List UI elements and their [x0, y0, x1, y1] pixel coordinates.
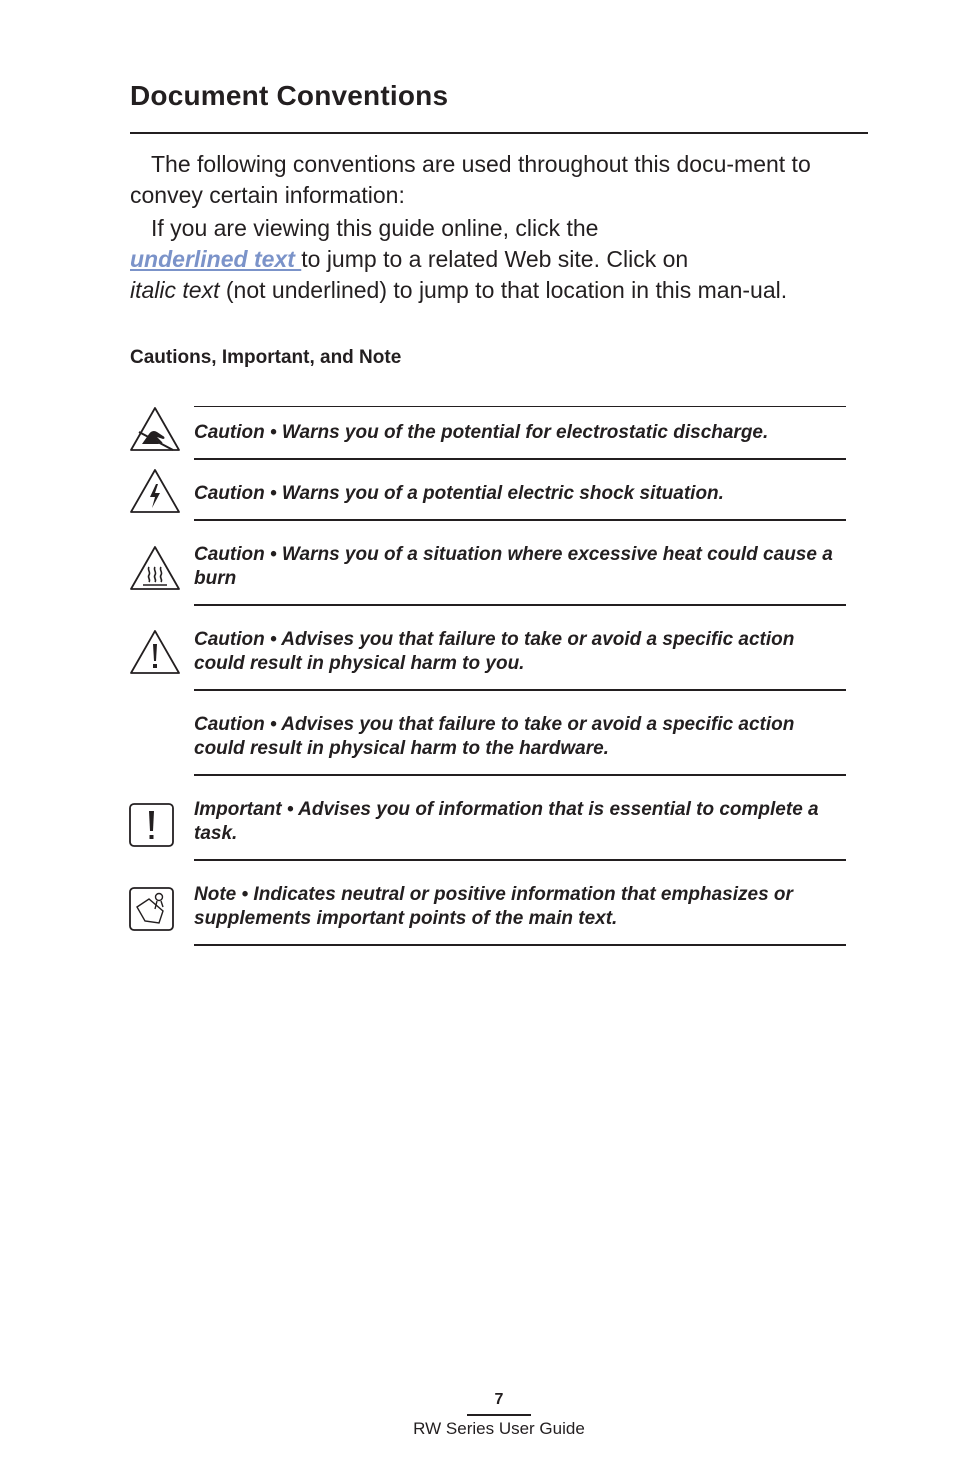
convention-text-hardware: Caution • Advises you that failure to take or avoid a specific action could result in physical harm to the hardware.: [194, 714, 795, 759]
footer-rule: [467, 1414, 531, 1416]
online-middle: to jump to a related Web site. Click on: [301, 246, 689, 272]
note-hand-icon: [129, 887, 175, 933]
title-rule: [130, 132, 868, 134]
section-heading: Cautions, Important, and Note: [130, 347, 402, 368]
important-exclamation-icon: [129, 803, 175, 849]
convention-rule: [194, 519, 846, 521]
convention-text-physical-harm: Caution • Advises you that failure to take or avoid a specific action could result in physical harm to you.: [194, 629, 795, 674]
electric-shock-icon: [129, 468, 181, 514]
convention-text-important: Important • Advises you of information that is essential to complete a task.: [194, 799, 819, 844]
convention-text-esd: Caution • Warns you of the potential for electrostatic discharge.: [194, 422, 769, 443]
convention-text-note: Note • Indicates neutral or positive information that emphasizes or supplements important points of the main text.: [194, 884, 793, 929]
underlined-text-link[interactable]: underlined text: [130, 246, 302, 272]
online-suffix: (not underlined) to jump to that location in this man-ual.: [225, 277, 788, 303]
page-title: Document Conventions: [130, 80, 449, 111]
online-paragraph: [130, 213, 870, 306]
convention-rule: [194, 944, 846, 946]
convention-rule: [194, 689, 846, 691]
convention-rule: [194, 458, 846, 460]
footer-guide-title: RW Series User Guide: [413, 1419, 585, 1438]
warning-exclamation-icon: [129, 629, 181, 675]
esd-hand-icon: [129, 406, 181, 452]
italic-text-example: italic text: [130, 277, 220, 303]
convention-rule: [194, 774, 846, 776]
convention-text-shock: Caution • Warns you of a potential electric shock situation.: [194, 483, 724, 504]
intro-paragraph: [130, 149, 870, 211]
convention-rule: [194, 604, 846, 606]
online-prefix: If you are viewing this guide online, click the: [151, 215, 599, 241]
convention-rule: [194, 859, 846, 861]
intro-text: The following conventions are used throughout this docu-ment to convey certain information:: [130, 151, 811, 208]
hot-surface-icon: [129, 545, 181, 591]
page-number: 7: [494, 1391, 504, 1408]
table-top-rule: [194, 406, 846, 407]
convention-text-heat: Caution • Warns you of a situation where excessive heat could cause a burn: [194, 544, 833, 589]
